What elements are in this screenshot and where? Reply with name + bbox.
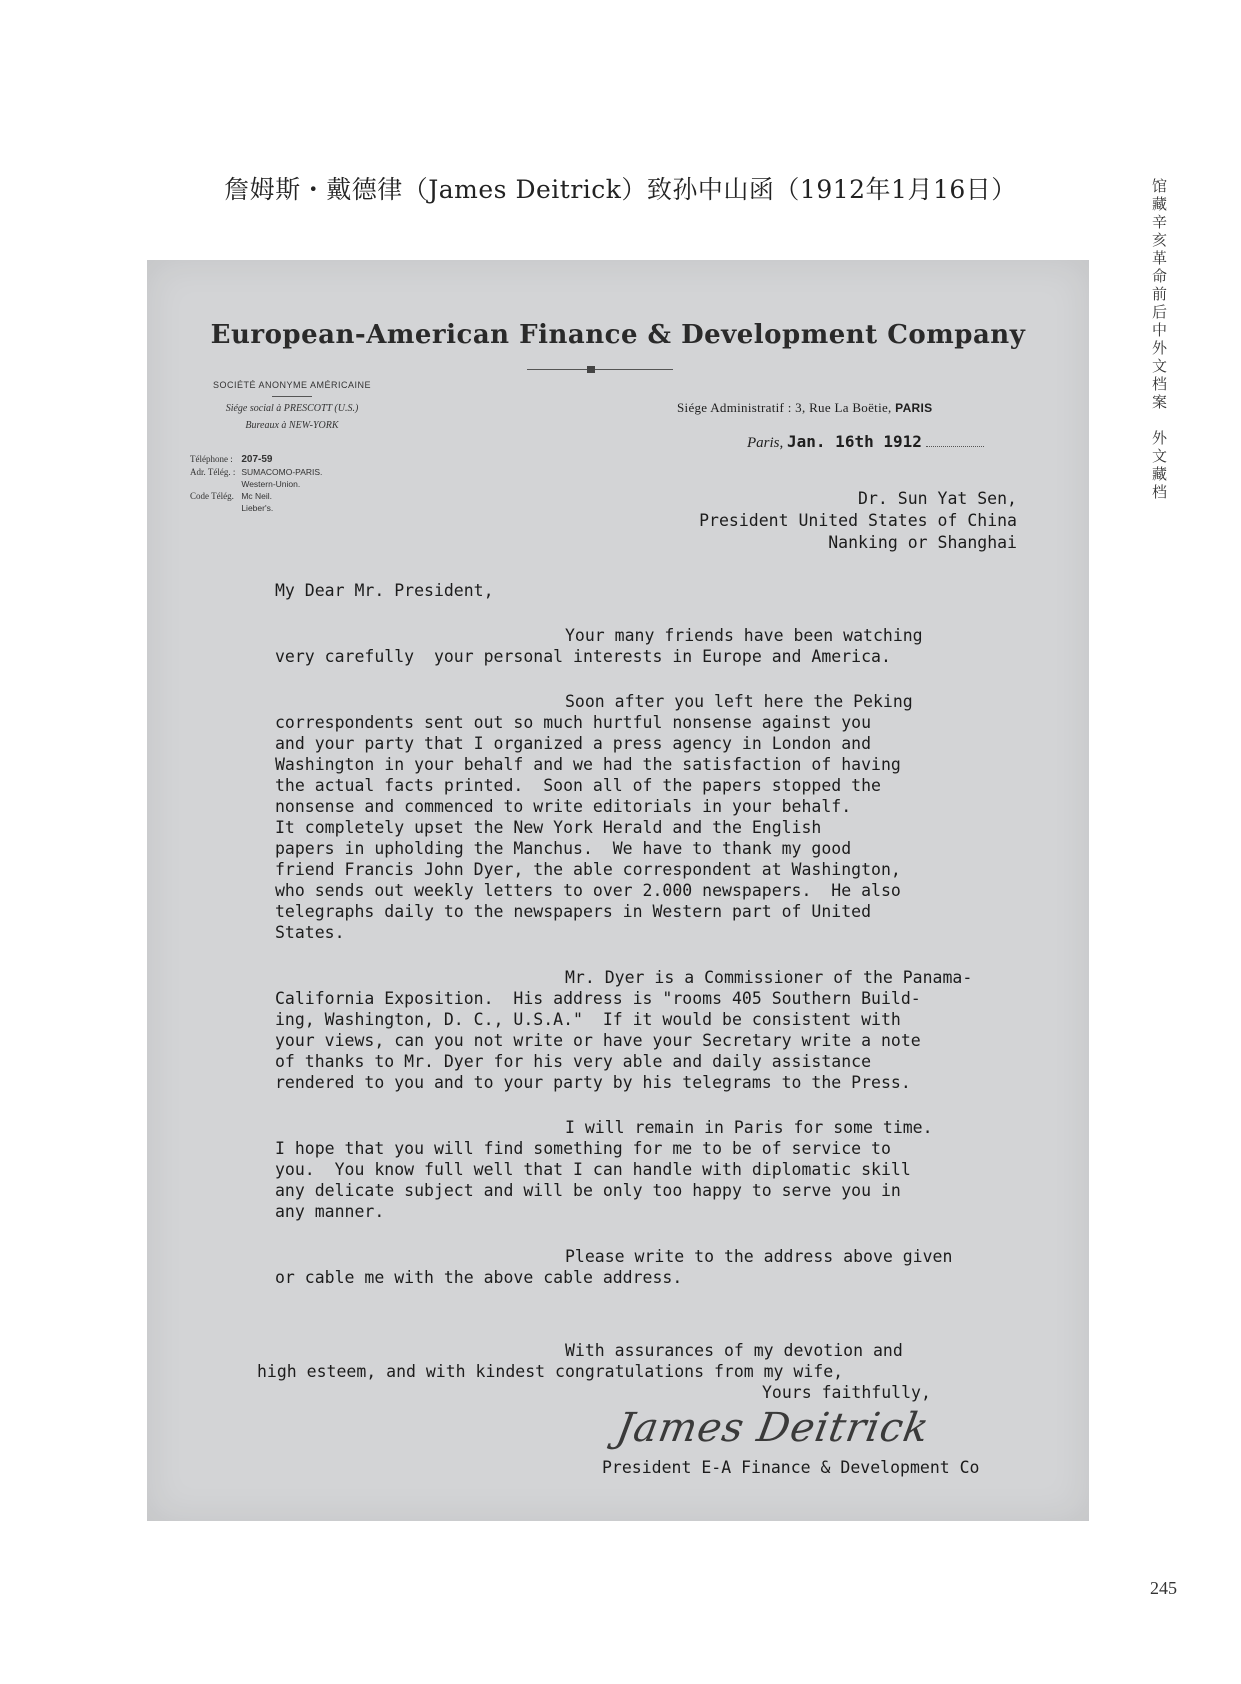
divider [272, 396, 312, 397]
side-label: 馆藏辛亥革命前后中外文档案 外文藏档 [1150, 178, 1168, 502]
recipient-line: Dr. Sun Yat Sen, [858, 489, 1017, 508]
text-line: Washington in your behalf and we had the satisfaction of having [275, 755, 901, 774]
closing-line: Yours faithfully, [762, 1383, 931, 1402]
text-line: rendered to you and to your party by his telegrams to the Press. [275, 1073, 911, 1092]
text-line: and your party that I organized a press agency in London and [275, 734, 872, 753]
paragraph [275, 691, 1055, 943]
adr-value: SUMACOMO-PARIS. [241, 467, 323, 477]
dateline [747, 432, 984, 452]
letterhead-contact-table [187, 453, 325, 514]
code-item: Mc Neil. [241, 491, 273, 501]
text-line: I hope that you will find something for me to be of service to [275, 1139, 891, 1158]
text-line: It completely upset the New York Herald and the English [275, 818, 822, 837]
telephone-label: Téléphone : [190, 454, 233, 464]
text-line: any delicate subject and will be only too happy to serve you in [275, 1181, 901, 1200]
letter-date: Jan. 16th 1912 [787, 432, 922, 451]
text-line: California Exposition. His address is "rooms 405 Southern Build- [275, 989, 921, 1008]
code-item: Western-Union. [241, 479, 301, 489]
recipient-line: President United States of China [699, 511, 1017, 530]
signer-title: President E-A Finance & Development Co [602, 1458, 980, 1477]
text-line: I will remain in Paris for some time. [565, 1118, 933, 1137]
dateline-place: Paris, [747, 435, 784, 451]
text-line: correspondents sent out so much hurtful nonsense against you [275, 713, 872, 732]
letterhead-societe: SOCIÉTÉ ANONYME AMÉRICAINE [212, 380, 372, 390]
text-line: ing, Washington, D. C., U.S.A." If it would be consistent with [275, 1010, 901, 1029]
text-line: or cable me with the above cable address. [275, 1268, 683, 1287]
text-line: the actual facts printed. Soon all of the papers stopped the [275, 776, 881, 795]
paragraph [275, 1246, 1055, 1288]
code-label: Code Télég. [190, 491, 234, 501]
text-line: telegraphs daily to the newspapers in Western part of United [275, 902, 872, 921]
code-item: Lieber's. [241, 503, 274, 513]
paragraph [275, 967, 1055, 1093]
text-line: you. You know full well that I can handle with diplomatic skill [275, 1160, 911, 1179]
text-line: nonsense and commenced to write editorials in your behalf. [275, 797, 852, 816]
letterhead-siege-admin [677, 400, 932, 416]
text-line: of thanks to Mr. Dyer for his very able and daily assistance [275, 1052, 872, 1071]
letterhead-left-block [187, 380, 397, 514]
text-line: who sends out weekly letters to over 2.000 newspapers. He also [275, 881, 901, 900]
text-line: very carefully your personal interests in Europe and America. [275, 647, 891, 666]
text-line: Soon after you left here the Peking [565, 692, 913, 711]
closing-line: With assurances of my devotion and [565, 1341, 903, 1360]
letterhead-siege-social: Siége social à PRESCOTT (U.S.) [225, 403, 359, 414]
closing-block [257, 1340, 1037, 1403]
letterhead-company: European-American Finance & Development Company [210, 320, 1026, 350]
paragraph [275, 625, 1055, 667]
salutation: My Dear Mr. President, [275, 581, 494, 600]
text-line: States. [275, 923, 345, 942]
letterhead-bureaux: Bureaux à NEW-YORK [245, 420, 339, 431]
text-line: friend Francis John Dyer, the able correspondent at Washington, [275, 860, 901, 879]
telephone-value: 207-59 [241, 454, 273, 465]
recipient-line: Nanking or Shanghai [828, 533, 1017, 552]
closing-line: high esteem, and with kindest congratulations from my wife, [257, 1362, 844, 1381]
text-line: Mr. Dyer is a Commissioner of the Panama- [565, 968, 973, 987]
text-line: your views, can you not write or have your Secretary write a note [275, 1031, 921, 1050]
siege-admin-label: Siége Administratif : 3, Rue La Boëtie, [677, 400, 892, 415]
signature: James Deitrick [612, 1405, 933, 1451]
text-line: Please write to the address above given [565, 1247, 953, 1266]
text-line: any manner. [275, 1202, 385, 1221]
page-title: 詹姆斯・戴德律（James Deitrick）致孙中山函（1912年1月16日） [224, 175, 1017, 204]
adr-label: Adr. Télég. : [190, 467, 236, 477]
text-line: Your many friends have been watching [565, 626, 923, 645]
siege-admin-city: PARIS [895, 401, 933, 415]
letter-scan [147, 260, 1089, 1521]
text-line: papers in upholding the Manchus. We have to thank my good [275, 839, 852, 858]
dateline-dots [926, 446, 984, 447]
recipient-block [617, 488, 1017, 554]
letter-body [275, 580, 1055, 1312]
paragraph [275, 1117, 1055, 1222]
page-number: 245 [1150, 1578, 1177, 1598]
letterhead-ornament [527, 369, 673, 370]
